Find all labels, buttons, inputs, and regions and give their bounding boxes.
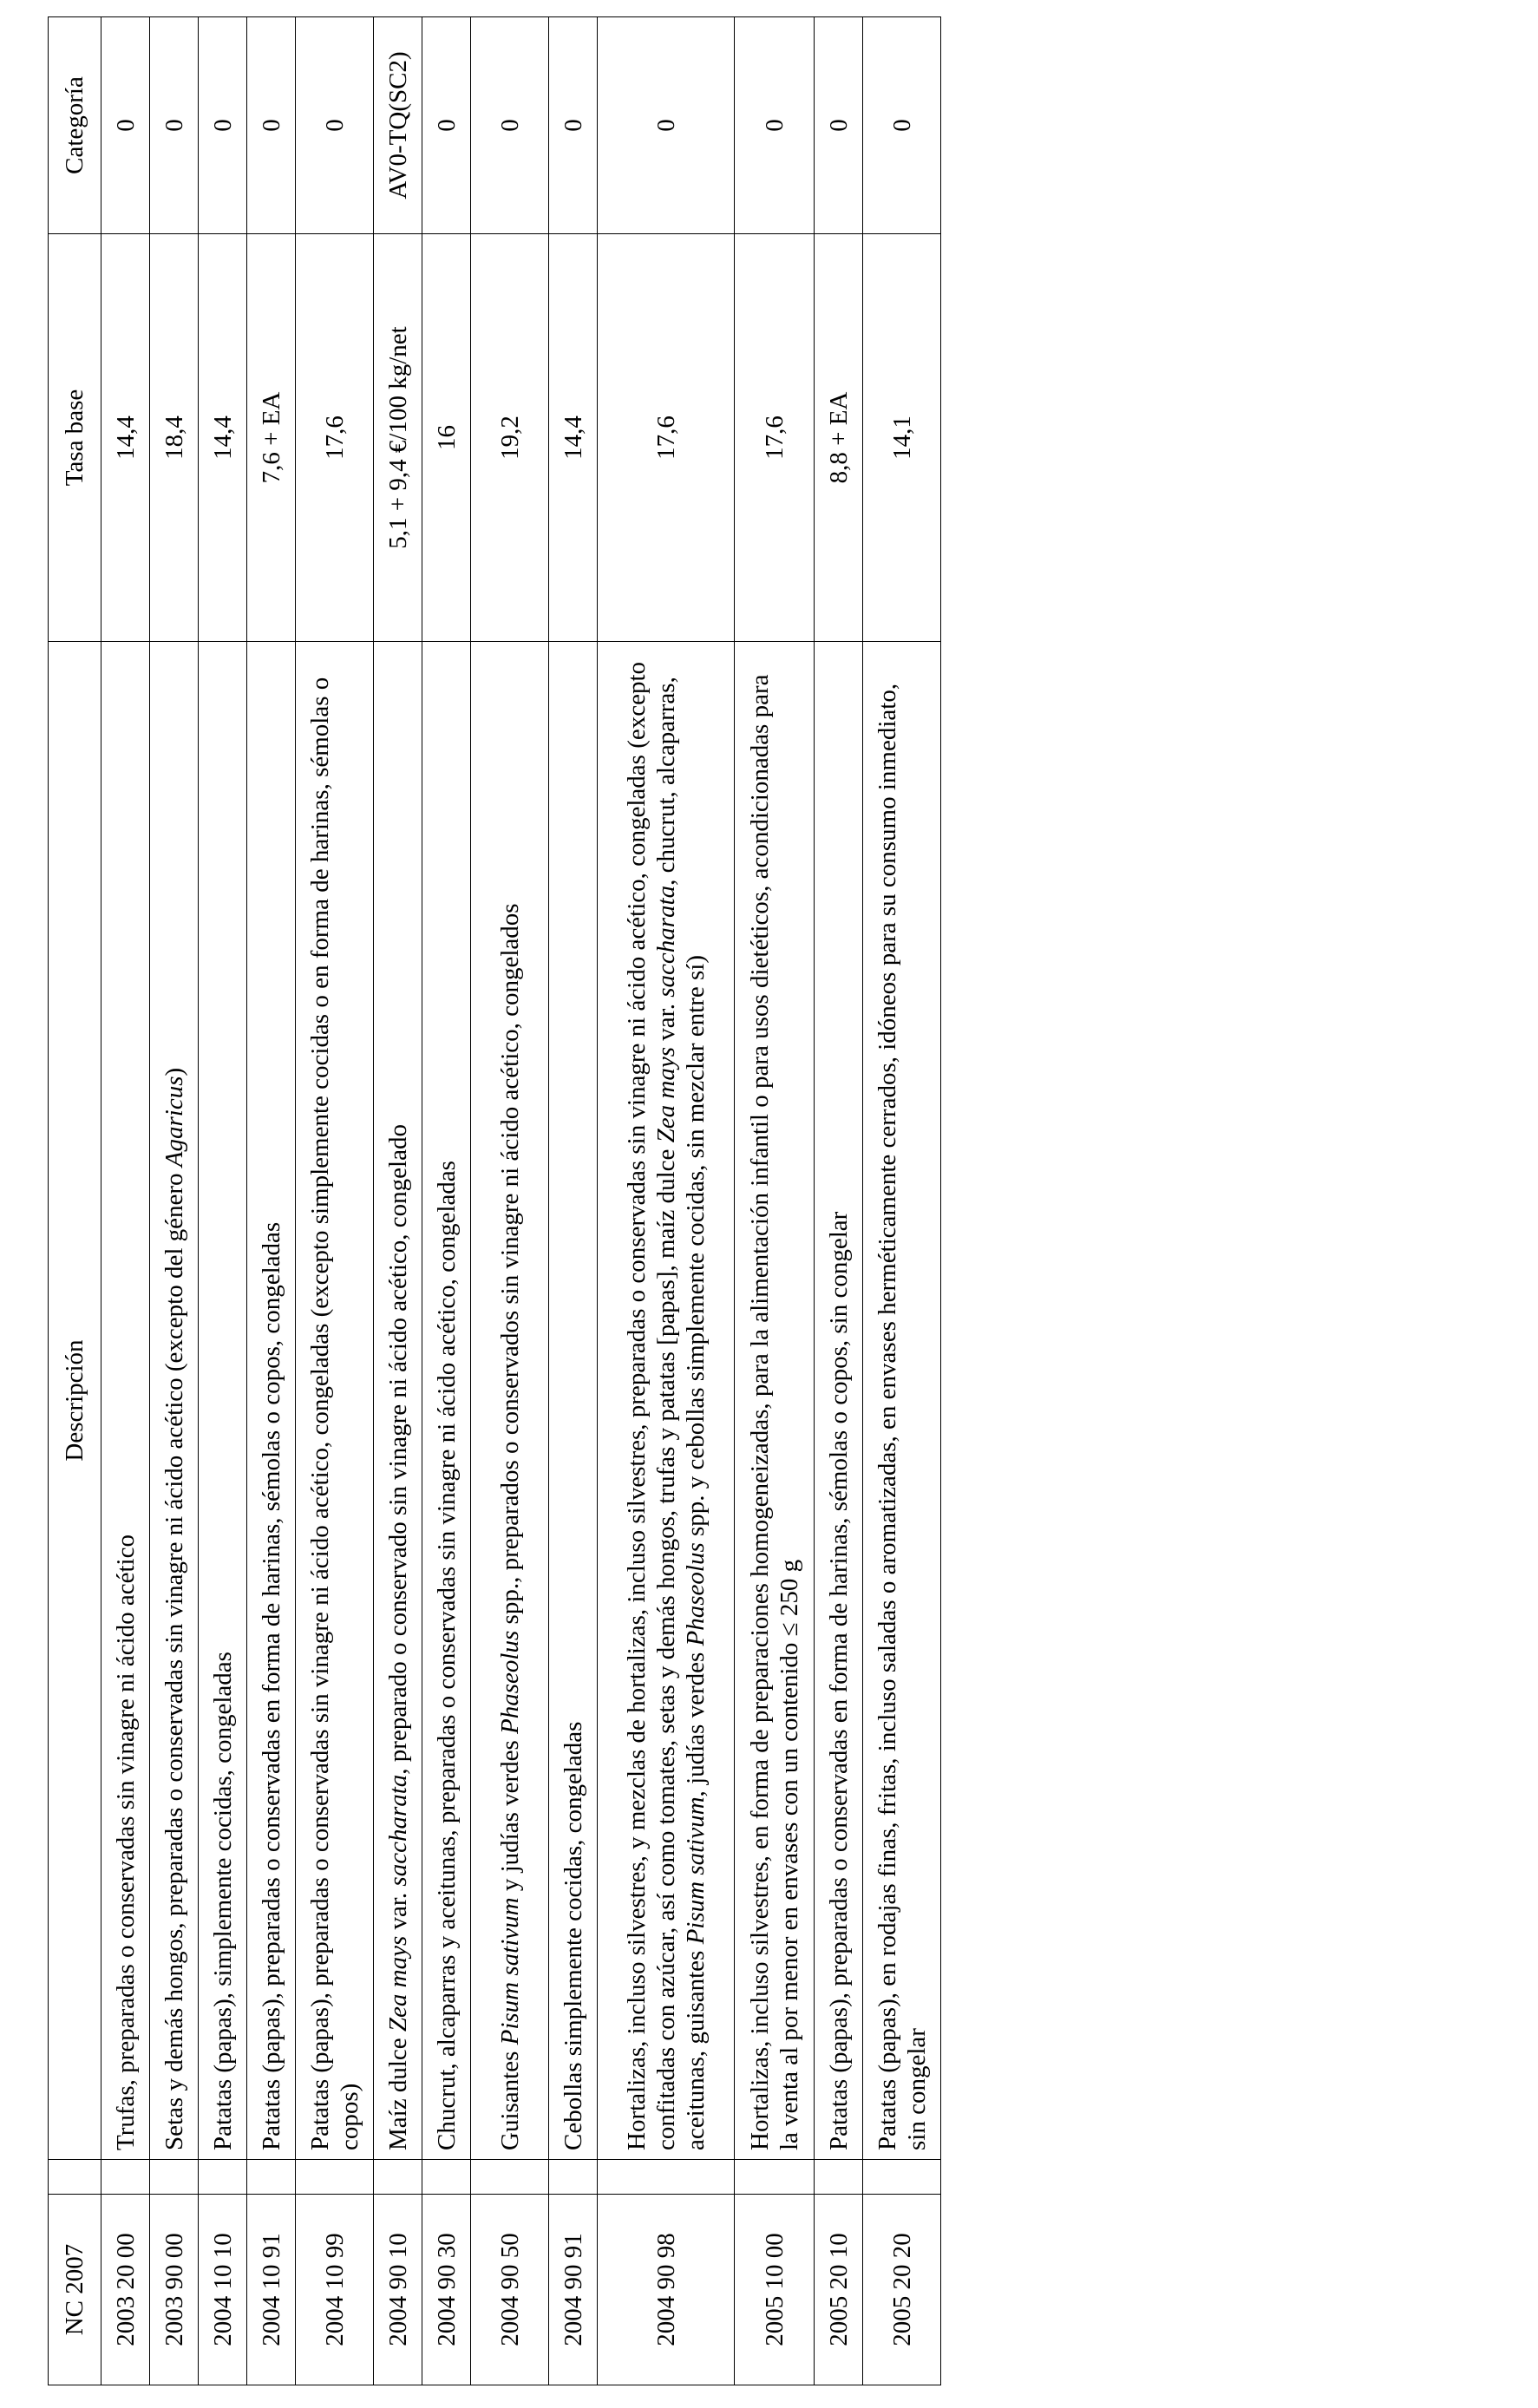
cell-description [374,642,422,2160]
cell-description [296,642,374,2160]
cell-gap [598,2160,735,2195]
description-text: spp. y cebollas simplemente cocidas, sin mezclar entre sí) [681,955,710,1543]
description-italic-text: Pisum sativum [681,1796,710,1945]
cell-description [101,642,150,2160]
header-row [49,17,101,2385]
cell-category: 0 [101,17,150,234]
description-italic-text: Agaricus [160,1076,188,1168]
cell-gap [199,2160,247,2195]
description-text: Patatas (papas), preparadas o conservadas sin vinagre ni ácido acético, congeladas (excepto simplemente cocidas o en forma de harinas, sémolas o copos) [305,677,363,2150]
cell-category: 0 [422,17,471,234]
cell-category: 0 [199,17,247,234]
description-text: var. [651,997,680,1047]
cell-gap [471,2160,549,2195]
cell-gap [247,2160,296,2195]
cell-description [598,642,735,2160]
table-row [422,17,471,2385]
cell-rate: 17,6 [735,234,815,642]
cell-gap [150,2160,199,2195]
cell-code: 2005 10 00 [735,2195,815,2385]
cell-description [735,642,815,2160]
description-italic-text: saccharata [383,1774,412,1887]
cell-rate: 17,6 [598,234,735,642]
description-text: Patatas (papas), en rodajas finas, fritas, incluso saladas o aromatizadas, en envases herméticamente cerrados, idóneos para su consumo inmediato, sin congelar [873,683,931,2150]
cell-code: 2004 10 91 [247,2195,296,2385]
description-text: Patatas (papas), preparadas o conservadas en forma de harinas, sémolas o copos, congeladas [257,1221,285,2150]
cell-code: 2005 20 20 [863,2195,941,2385]
table-row [549,17,598,2385]
cell-code: 2004 90 30 [422,2195,471,2385]
cell-rate: 14,4 [549,234,598,642]
cell-category: 0 [247,17,296,234]
cell-description [199,642,247,2160]
cell-gap [101,2160,150,2195]
cell-gap [815,2160,863,2195]
table-row [101,17,150,2385]
cell-code: 2004 90 91 [549,2195,598,2385]
cell-description [815,642,863,2160]
rotated-page [48,17,941,2385]
description-text: Hortalizas, incluso silvestres, en forma de preparaciones homogeneizadas, para la alimentación infantil o para usos dietéticos, acondicionadas para la venta al por menor en envases con un contenido ≤ 250 g [745,674,803,2150]
cell-category: 0 [296,17,374,234]
header-code: NC 2007 [49,2195,101,2385]
table-row [815,17,863,2385]
cell-category: AV0-TQ(SC2) [374,17,422,234]
description-text: , judías verdes [681,1646,710,1797]
cell-category: 0 [815,17,863,234]
table-row [598,17,735,2385]
description-italic-text: saccharata [651,885,680,998]
cell-rate: 7,6 + EA [247,234,296,642]
description-italic-text: Zea mays [383,1935,412,2032]
cell-code: 2003 90 00 [150,2195,199,2385]
table-body [101,17,941,2385]
description-text: Trufas, preparadas o conservadas sin vinagre ni ácido acético [111,1534,140,2150]
cell-rate: 14,4 [199,234,247,642]
table-row [863,17,941,2385]
cell-gap [422,2160,471,2195]
table-row [735,17,815,2385]
description-italic-text: Phaseolus [681,1542,710,1646]
cell-code: 2004 90 50 [471,2195,549,2385]
description-text: Setas y demás hongos, preparadas o conservadas sin vinagre ni ácido acético (excepto del género [160,1167,188,2150]
cell-description [247,642,296,2160]
cell-code: 2003 20 00 [101,2195,150,2385]
cell-category: 0 [598,17,735,234]
cell-category: 0 [863,17,941,234]
cell-rate: 8,8 + EA [815,234,863,642]
table-row [199,17,247,2385]
cell-code: 2004 90 98 [598,2195,735,2385]
table-row [374,17,422,2385]
cell-code: 2004 90 10 [374,2195,422,2385]
cell-description [422,642,471,2160]
description-text: , chucrut, alcaparras, aceitunas, guisantes [651,677,710,2150]
cell-gap [549,2160,598,2195]
description-italic-text: Zea mays [651,1046,680,1143]
cell-category: 0 [549,17,598,234]
table-row [471,17,549,2385]
cell-category: 0 [471,17,549,234]
description-text: ) [160,1067,188,1076]
cell-code: 2004 10 99 [296,2195,374,2385]
description-text: Patatas (papas), simplemente cocidas, congeladas [208,1652,237,2150]
cell-category: 0 [150,17,199,234]
cell-rate: 14,1 [863,234,941,642]
description-text: Cebollas simplemente cocidas, congeladas [559,1721,587,2150]
header-category: Categoría [49,17,101,234]
description-text: var. [383,1886,412,1936]
cell-gap [863,2160,941,2195]
cell-rate: 14,4 [101,234,150,642]
cell-rate: 17,6 [296,234,374,642]
table-row [296,17,374,2385]
tariff-table [48,16,941,2385]
header-description: Descripción [49,642,101,2160]
cell-gap [296,2160,374,2195]
header-gap [49,2160,101,2195]
description-text: Maíz dulce [383,2032,412,2150]
description-text: Guisantes [495,2045,524,2150]
cell-code: 2005 20 10 [815,2195,863,2385]
cell-rate: 5,1 + 9,4 €/100 kg/net [374,234,422,642]
cell-description [863,642,941,2160]
cell-rate: 16 [422,234,471,642]
table-row [150,17,199,2385]
cell-gap [374,2160,422,2195]
cell-rate: 19,2 [471,234,549,642]
description-text: Patatas (papas), preparadas o conservadas en forma de harinas, sémolas o copos, sin congelar [824,1211,853,2150]
cell-gap [735,2160,815,2195]
description-text: , preparado o conservado sin vinagre ni ácido acético, congelado [383,1124,412,1775]
table-row [247,17,296,2385]
description-italic-text: Pisum sativum [495,1897,524,2045]
cell-rate: 18,4 [150,234,199,642]
description-italic-text: Phaseolus [495,1630,524,1734]
description-text: Chucrut, alcaparras y aceitunas, preparadas o conservadas sin vinagre ni ácido acético, congeladas [432,1161,461,2150]
cell-description [150,642,199,2160]
cell-code: 2004 10 10 [199,2195,247,2385]
description-text: spp., preparados o conservados sin vinagre ni ácido acético, congelados [495,903,524,1631]
cell-description [471,642,549,2160]
description-text: Hortalizas, incluso silvestres, y mezclas de hortalizas, incluso silvestres, preparadas o conservadas sin vinagre ni ácido acético, congeladas (excepto confitadas con azúcar, así como tomates, setas y demás hongos, trufas y patatas [papas], maíz dulce [622,661,680,2150]
cell-category: 0 [735,17,815,234]
cell-description [549,642,598,2160]
description-text: y judías verdes [495,1733,524,1898]
header-rate: Tasa base [49,234,101,642]
